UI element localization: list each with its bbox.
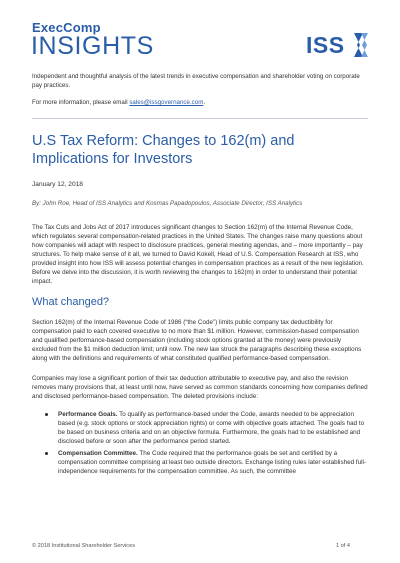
article-date: January 12, 2018 <box>32 181 83 188</box>
iss-logo <box>306 32 372 58</box>
logo-arrows-icon <box>350 32 372 58</box>
bullet-icon <box>45 452 48 455</box>
logo-text: ISS <box>306 32 345 58</box>
list-item <box>44 410 370 446</box>
bullet-term: Compensation Committee. <box>58 450 138 457</box>
article-byline: By: John Roe, Head of ISS Analytics and Kosmas Papadopoulos, Associate Director, ISS Analytics <box>32 200 303 207</box>
provisions-list <box>44 410 370 479</box>
bullet-term: Performance Goals. <box>58 411 118 418</box>
list-item <box>44 449 370 476</box>
section-heading: What changed? <box>32 296 110 308</box>
header-divider <box>32 118 368 119</box>
paragraph-intro: The Tax Cuts and Jobs Act of 2017 introduces significant changes to Section 162(m) of the Internal Revenue Code, which regulates several compensation-related practices in the United States. The changes raise many questions about how companies will adapt with respect to disclosure practices, general meeting agendas, and – more importantly – pay structures. To help make sense of it all, we turned to David Kokell, Head of U.S. Compensation Research at ISS, who provided insight into how ISS will assess potential changes in compensation practices as a result of the new legislation. Before we delve into the discussion, it is worth reviewing the changes to 162(m) in order to understand their potential impact. <box>32 224 364 285</box>
footer-copyright: © 2018 Institutional Shareholder Services <box>32 543 136 549</box>
paragraph-deleted-provisions: Companies may lose a significant portion of their tax deduction attributable to executive pay, and also the revision removes many provisions that, at least until now, have served as common standards concerning how companies defined and disclosed performance-based compensation. The deleted provisions include: <box>32 375 368 400</box>
article-title: U.S Tax Reform: Changes to 162(m) and Implications for Investors <box>32 133 295 167</box>
footer-page-number: 1 of 4 <box>336 543 350 549</box>
brand-insights: INSIGHTS <box>31 32 154 60</box>
bullet-text: The Code required that the performance goals be set and certified by a compensation committee comprising at least two outside directors. Exchange listing rules later established full-independence requirements for the compensation committee. As such, the committee <box>58 450 366 475</box>
contact-suffix: . <box>203 99 206 106</box>
intro-text: Independent and thoughtful analysis of the latest trends in executive compensation and shareholder voting on corporate pay practices. <box>32 73 360 89</box>
brand-execcomp: ExecComp <box>32 20 101 35</box>
bullet-icon <box>45 413 48 416</box>
paragraph-section-162m: Section 162(m) of the Internal Revenue Code of 1986 (“the Code”) limits public company tax deductibility for compensation paid to each covered executive to no more than $1 million. However, commission-based compensation and qualified performance-based compensation (including stock options granted at the money) were previously excluded from the $1 million deduction limit; until now. The new law struck the paragraphs describing these exceptions along with the definitions and requirements of what constituted qualified performance-based compensation. <box>32 319 362 362</box>
contact-prefix: For more information, please email <box>32 99 130 106</box>
contact-line <box>32 98 362 107</box>
contact-email-link[interactable]: sales@issgovernance.com <box>129 99 204 106</box>
bullet-text: To qualify as performance-based under the Code, awards needed to be appreciation based (e.g. stock options or stock appreciation rights) or come with objective goals attached. The goals had to be based on business criteria and on an objective formula. Furthermore, the goals had to be established and disclosed before or soon after the performance period started. <box>58 411 365 445</box>
